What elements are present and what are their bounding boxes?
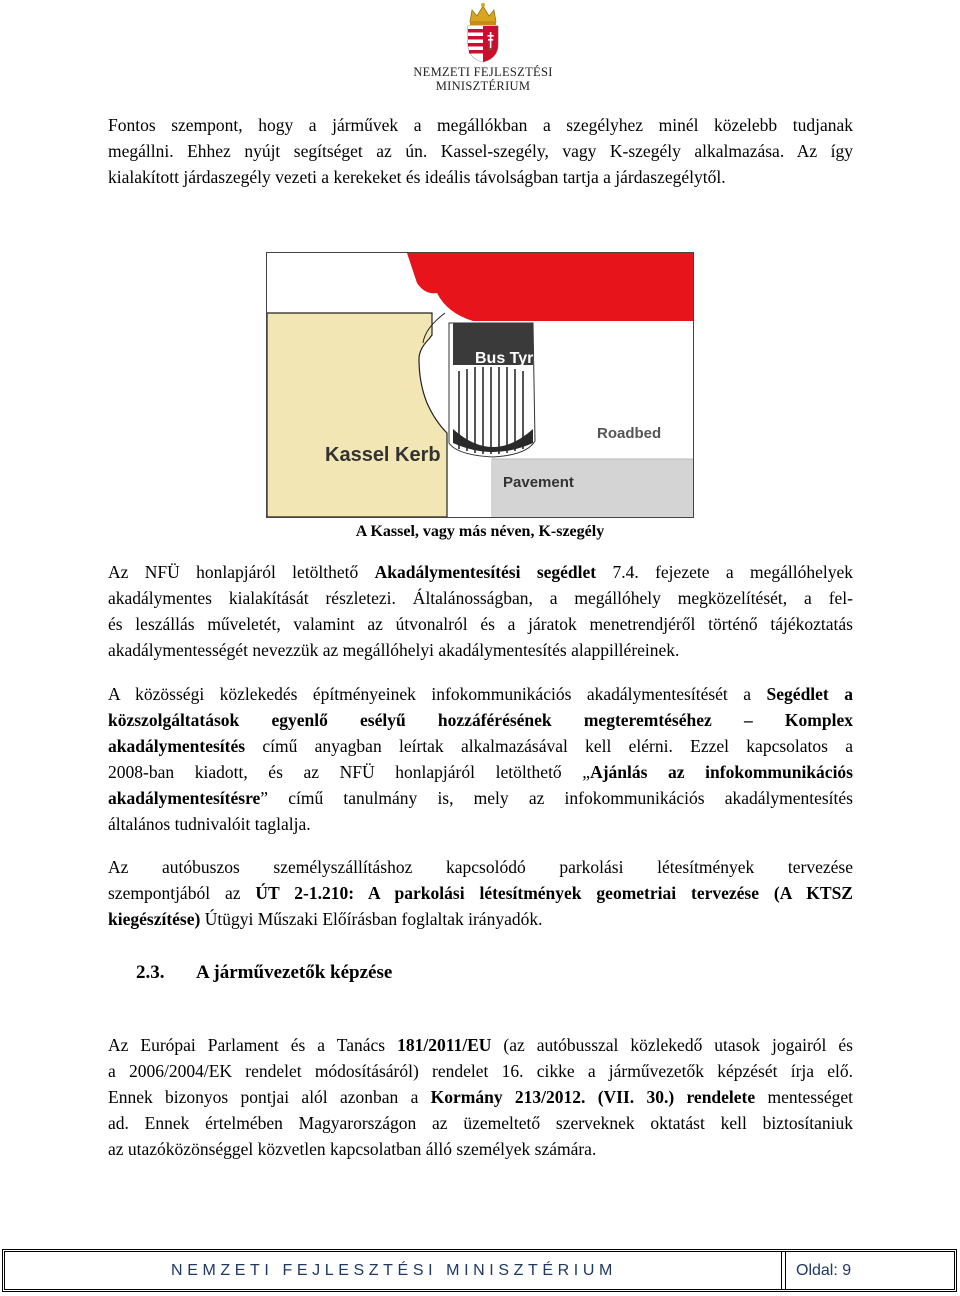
text-run: című anyagban leírtak alkalmazásával kell elérni. Ezzel kapcsolatos a [245,736,853,756]
text-line [108,733,853,759]
header-logo [0,0,960,100]
text-run: ” című tanulmány is, mely az infokommunikációs akadálymentesítés [260,788,853,808]
bold-run: Kormány 213/2012. (VII. 30.) rendelete [430,1087,756,1107]
text-line: Fontos szempont, hogy a járművek a megállókban a szegélyhez minél közelebb tudjanak [108,115,853,135]
text-run: 7.4. fejezete a megállóhelyek [596,562,853,582]
kassel-kerb-diagram [267,253,693,517]
bold-run: ÚT 2-1.210: A parkolási létesítmények geometriai tervezése (A KTSZ [255,883,853,903]
label-bus-tyre: Bus Tyre [475,350,543,367]
text-line [108,785,853,811]
bold-run: közszolgáltatások egyenlő esélyű hozzáférésének megteremtéséhez – Komplex [108,710,853,730]
hungarian-coat-of-arms-icon [462,2,504,64]
paragraph-kassel-intro [108,112,853,190]
bold-run: akadálymentesítés [108,736,246,756]
figure-caption: A Kassel, vagy más néven, K-szegély [355,523,605,540]
section-title: A járművezetők képzése [196,962,393,983]
text-run: Ennek bizonyos pontjai alól azonban a [108,1087,431,1107]
footer-org-name: NEMZETI FEJLESZTÉSI MINISZTÉRIUM [171,1262,617,1279]
text-line: megállni. Ehhez nyújt segítséget az ún. Kassel-szegély, vagy K-szegély alkalmazása. Az így [108,141,853,161]
bold-run: kiegészítése) [108,909,201,929]
text-line [108,1032,853,1058]
header-org-name-line2: MINISZTÉRIUM [435,79,531,93]
text-run: szempontjából az [108,883,256,903]
text-line [108,906,853,932]
header-org-name: NEMZETI FEJLESZTÉSI [413,65,553,79]
text-line [108,880,853,906]
paragraph-jarmuvezetok [108,1032,853,1162]
link-akadalymentesitesi-segedlet: Akadálymentesítési segédlet [374,562,597,582]
label-pavement: Pavement [503,474,574,491]
label-roadbed: Roadbed [597,425,662,442]
text-line: akadálymentességét nevezzük az megállóhelyi akadálymentesítés alappilléreinek. [108,640,680,660]
text-run: Az Európai Parlament és a Tanács [108,1035,398,1055]
text-line [108,1084,853,1110]
text-line: ad. Ennek értelmében Magyarországon az üzemeltető szerveknek oktatást kell biztosítaniuk [108,1113,853,1133]
paragraph-infokommunikacio [108,681,853,837]
kassel-kerb-figure [266,252,694,518]
paragraph-akadalymentes [108,559,853,663]
bold-run: Ajánlás az infokommunikációs [590,762,853,782]
text-run: Útügyi Műszaki Előírásban foglaltak irányadók. [200,909,543,929]
text-line: akadálymentes kialakítását részletezi. Általánosságban, a megállóhely megközelítését, a fel- [108,588,853,608]
label-kassel-kerb: Kassel Kerb [325,444,441,466]
page-footer [2,1249,957,1292]
text-run: Az NFÜ honlapjáról letölthető [108,562,375,582]
text-run: 2008-ban kiadott, és az NFÜ honlapjáról letölthető „ [108,762,591,782]
bold-run: Segédlet a [766,684,853,704]
text-line: kialakított járdaszegély vezeti a kerekeket és ideális távolságban tartja a járdaszegélytől. [108,167,726,187]
section-number: 2.3. [136,962,165,983]
text-line: Az autóbuszos személyszállításhoz kapcsolódó parkolási létesítmények tervezése [108,857,853,877]
text-line: a 2006/2004/EK rendelet módosításáról) rendelet 16. cikke a járművezetők képzését írja elő. [108,1061,853,1081]
bold-run: akadálymentesítésre [108,788,261,808]
text-run: (az autóbusszal közlekedő utasok jogairól és [491,1035,853,1055]
paragraph-parkolas [108,854,853,932]
section-heading [136,962,392,984]
text-line: általános tudnivalóit taglalja. [108,814,311,834]
text-line: és leszállás műveletét, valamint az útvonalról és a járatok menetrendjéről történő tájékoztatás [108,614,853,634]
text-line [108,759,853,785]
text-line [108,707,853,733]
text-line [108,559,853,585]
page-number: Oldal: 9 [796,1262,852,1279]
text-run: mentességet [755,1087,853,1107]
text-line [108,681,853,707]
text-line: az utazóközönséggel közvetlen kapcsolatban álló személyek számára. [108,1139,597,1159]
text-run: A közösségi közlekedés építményeinek infokommunikációs akadálymentesítését a [108,684,767,704]
bold-run: 181/2011/EU [397,1035,492,1055]
